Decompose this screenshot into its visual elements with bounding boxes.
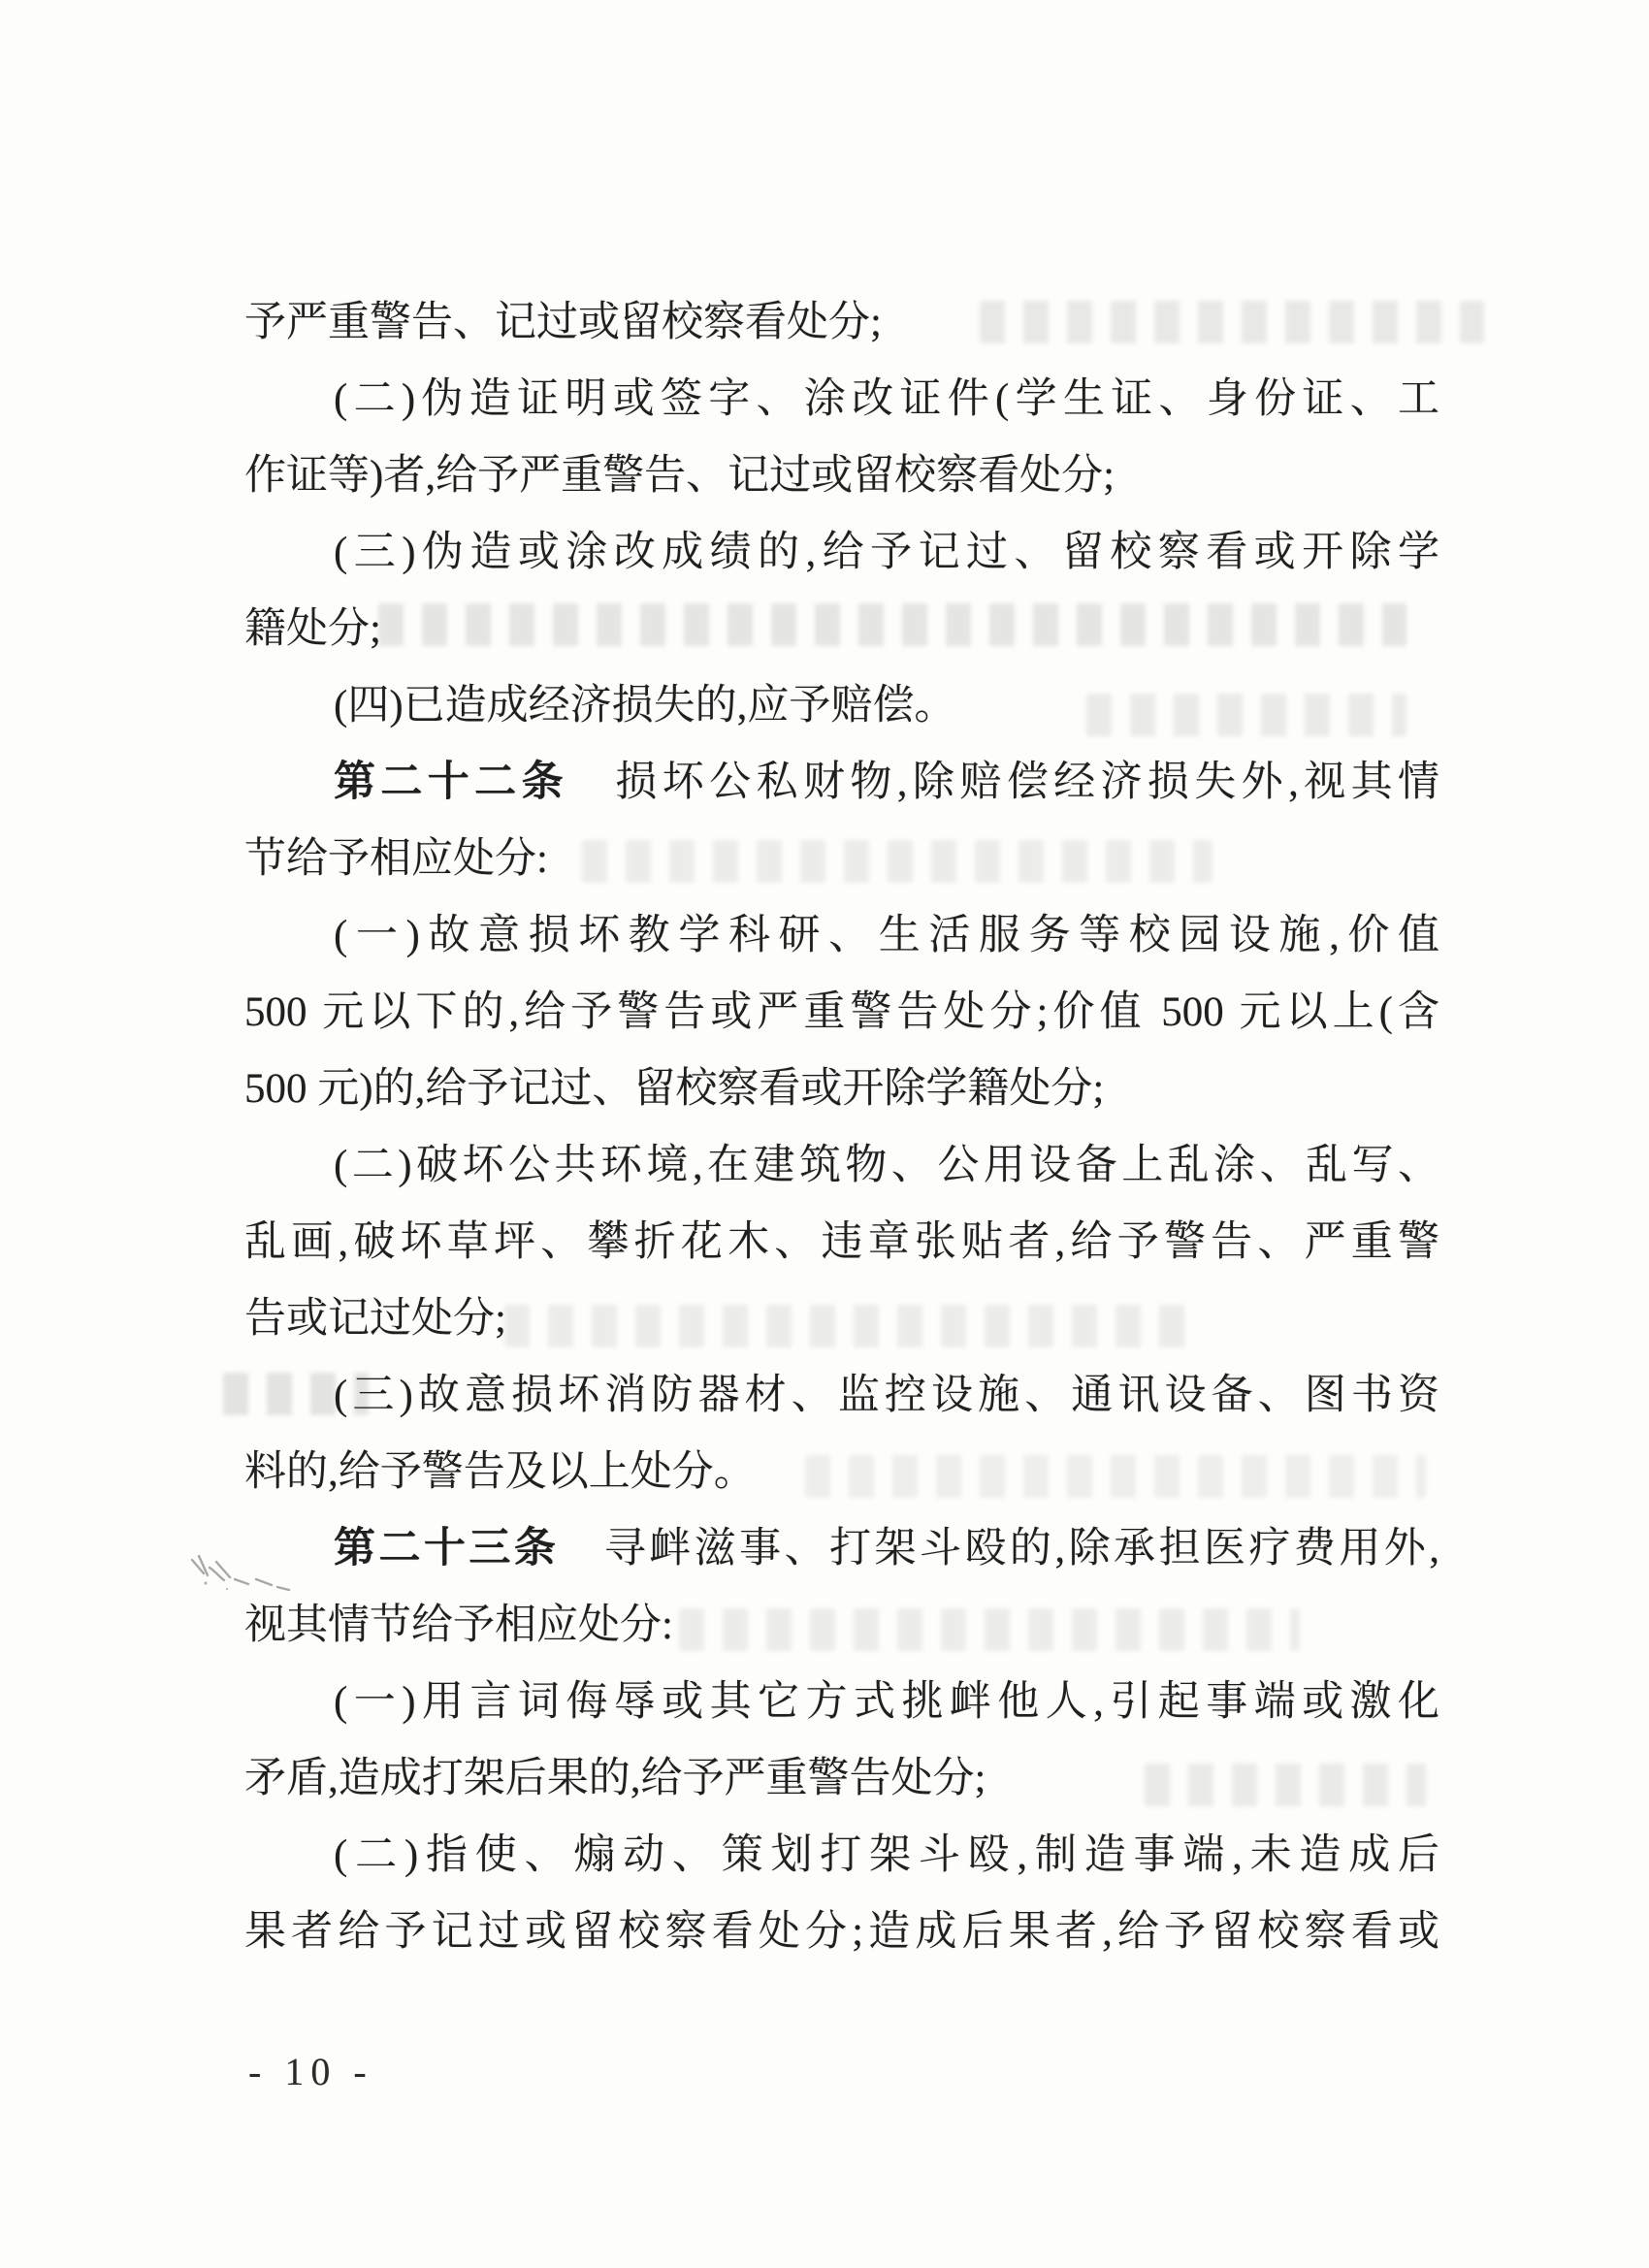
text-segment: 乱画,破坏草坪、攀折花木、违章张贴者,给予警告、严重警 (244, 1219, 1439, 1265)
text-segment: 损坏公私财物,除赔偿经济损失外,视其情 (567, 760, 1439, 805)
text-segment: (一)用言词侮辱或其它方式挑衅他人,引起事端或激化 (334, 1679, 1439, 1725)
text-line (244, 897, 1439, 974)
text-segment: 500 元以下的,给予警告或严重警告处分;价值 500 元以上(含 (244, 989, 1439, 1035)
text-segment: (三)故意损坏消防器材、监控设施、通讯设备、图书资 (334, 1373, 1439, 1418)
text-line (244, 514, 1439, 591)
text-line (244, 1280, 1439, 1357)
text-line (244, 974, 1439, 1051)
text-segment: 果者给予记过或留校察看处分;造成后果者,给予留校察看或 (244, 1909, 1439, 1955)
text-line (244, 1434, 1439, 1510)
article-heading: 第二十三条 (334, 1526, 560, 1571)
text-line (244, 1051, 1439, 1127)
text-line (244, 821, 1439, 897)
text-line (244, 1664, 1439, 1740)
text-segment: 告或记过处分; (244, 1296, 506, 1342)
text-line (244, 284, 1439, 361)
text-segment: (三)伪造或涂改成绩的,给予记过、留校察看或开除学 (334, 530, 1439, 575)
text-segment: (一)故意损坏教学科研、生活服务等校园设施,价值 (334, 913, 1439, 958)
text-segment: 500 元)的,给予记过、留校察看或开除学籍处分; (244, 1066, 1105, 1112)
text-line (244, 1740, 1439, 1817)
text-line (244, 437, 1439, 514)
text-segment: 籍处分; (244, 606, 381, 652)
text-line (244, 1587, 1439, 1664)
article-heading: 第二十二条 (334, 760, 568, 805)
text-line (244, 1357, 1439, 1434)
document-body (244, 284, 1439, 1970)
text-line (244, 361, 1439, 437)
text-line (244, 1127, 1439, 1204)
text-segment: 寻衅滋事、打架斗殴的,除承担医疗费用外, (559, 1526, 1439, 1571)
text-line (244, 667, 1439, 744)
text-segment: (二)指使、煽动、策划打架斗殴,制造事端,未造成后 (334, 1832, 1439, 1878)
page-number: - 10 - (248, 2050, 373, 2093)
text-segment: 作证等)者,给予严重警告、记过或留校察看处分; (244, 453, 1116, 499)
text-segment: 予严重警告、记过或留校察看处分; (244, 300, 882, 345)
text-line (244, 591, 1439, 667)
text-line (244, 1817, 1439, 1894)
text-line (244, 744, 1439, 821)
text-segment: (二)伪造证明或签字、涂改证件(学生证、身份证、工 (334, 376, 1439, 422)
text-line (244, 1894, 1439, 1970)
text-segment: 矛盾,造成打架后果的,给予严重警告处分; (244, 1756, 986, 1801)
text-line (244, 1204, 1439, 1280)
text-segment: (二)破坏公共环境,在建筑物、公用设备上乱涂、乱写、 (334, 1143, 1439, 1188)
text-segment: (四)已造成经济损失的,应予赔偿。 (334, 683, 956, 729)
text-segment: 视其情节给予相应处分: (244, 1603, 673, 1648)
text-segment: 料的,给予警告及以上处分。 (244, 1449, 756, 1495)
text-segment: 节给予相应处分: (244, 836, 548, 882)
text-line (244, 1510, 1439, 1587)
